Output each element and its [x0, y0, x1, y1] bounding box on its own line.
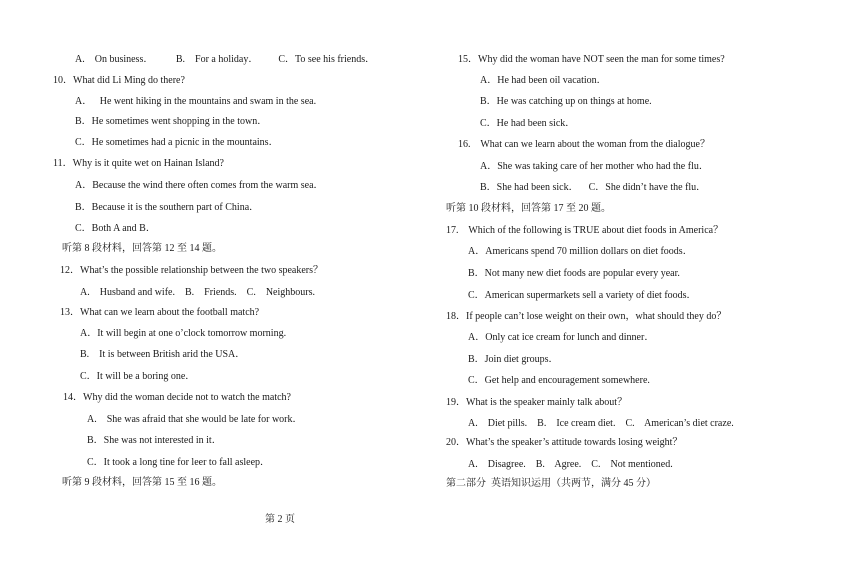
q20-question: 20．What’s the speaker’s attitude towards losing weight？: [446, 437, 683, 448]
q10-option-b: B．He sometimes went shopping in the town．: [75, 116, 268, 127]
q19-options: A. Diet pills. B. Ice cream diet. C. American’s diet craze.: [468, 418, 734, 429]
q17-option-a: A．Americans spend 70 million dollars on diet foods．: [468, 246, 693, 257]
q16-option-a: A．She was taking care of her mother who had the flu．: [480, 161, 709, 172]
q18-option-b: B．Join diet groups．: [468, 354, 559, 365]
q17-option-c: C．American supermarkets sell a variety of diet foods．: [468, 290, 697, 301]
q15-question: 15．Why did the woman have NOT seen the man for some times?: [458, 54, 725, 65]
q15-option-b: B．He was catching up on things at home.: [480, 96, 652, 107]
q11-option-c: C．Both A and B．: [75, 223, 156, 234]
q18-option-a: A．Only cat ice cream for lunch and dinner．: [468, 332, 655, 343]
q10-question: 10．What did Li Ming do there?: [53, 75, 185, 86]
q13-question: 13．What can we learn about the football match?: [60, 307, 260, 318]
q12-options: A. Husband and wife. B. Friends. C. Neighbours.: [80, 287, 315, 298]
q19-question: 19．What is the speaker mainly talk about？: [446, 397, 628, 408]
page-number: 第 2 页: [265, 514, 295, 525]
part2-heading: 第二部分 英语知识运用（共两节，满分 45 分）: [446, 478, 656, 489]
section-10-instruction: 听第 10 段材料，回答第 17 至 20 题。: [446, 203, 611, 214]
q14-option-a: A. She was afraid that she would be late for work．: [87, 414, 303, 425]
q11-option-a: A．Because the wind there often comes from the warm sea．: [75, 180, 324, 191]
q18-option-c: C．Get help and encouragement somewhere.: [468, 375, 650, 386]
q20-options: A. Disagree. B. Agree. C. Not mentioned.: [468, 459, 673, 470]
q10-option-c: C．He sometimes had a picnic in the mountains．: [75, 137, 279, 148]
q10-option-a: A． He went hiking in the mountains and swam in the sea.: [75, 96, 317, 107]
q11-option-b: B．Because it is the southern part of China．: [75, 202, 260, 213]
q11-question: 11．Why is it quite wet on Hainan Island?: [53, 158, 224, 169]
q13-option-b: B. It is between British arid the USA．: [80, 349, 246, 360]
section-9-instruction: 听第 9 段材料，回答第 15 至 16 题。: [62, 477, 222, 488]
q9-options: A. On business． B. For a holiday． C．To see his friends．: [75, 54, 376, 65]
q13-option-c: C．It will be a boring one．: [80, 371, 196, 382]
q16-options-bc: B．She had been sick． C．She didn’t have the flu．: [480, 182, 707, 193]
q17-question: 17. Which of the following is TRUE about diet foods in America？: [446, 225, 724, 236]
q12-question: 12．What’s the possible relationship between the two speakers？: [60, 265, 323, 276]
q15-option-c: C．He had been sick．: [480, 118, 576, 129]
q15-option-a: A．He had been oil vacation．: [480, 75, 607, 86]
q17-option-b: B．Not many new diet foods are popular every year.: [468, 268, 680, 279]
section-8-instruction: 听第 8 段材料，回答第 12 至 14 题。: [62, 243, 222, 254]
q16-question: 16. What can we learn about the woman from the dialogue？: [458, 139, 710, 150]
q18-question: 18．If people can’t lose weight on their own，what should they do？: [446, 311, 727, 322]
q14-question: 14．Why did the woman decide not to watch the match?: [63, 392, 291, 403]
q14-option-b: B．She was not interested in it．: [87, 435, 222, 446]
q14-option-c: C．It took a long tine for leer to fall asleep．: [87, 457, 271, 468]
q13-option-a: A．It will begin at one o’clock tomorrow morning.: [80, 328, 287, 339]
